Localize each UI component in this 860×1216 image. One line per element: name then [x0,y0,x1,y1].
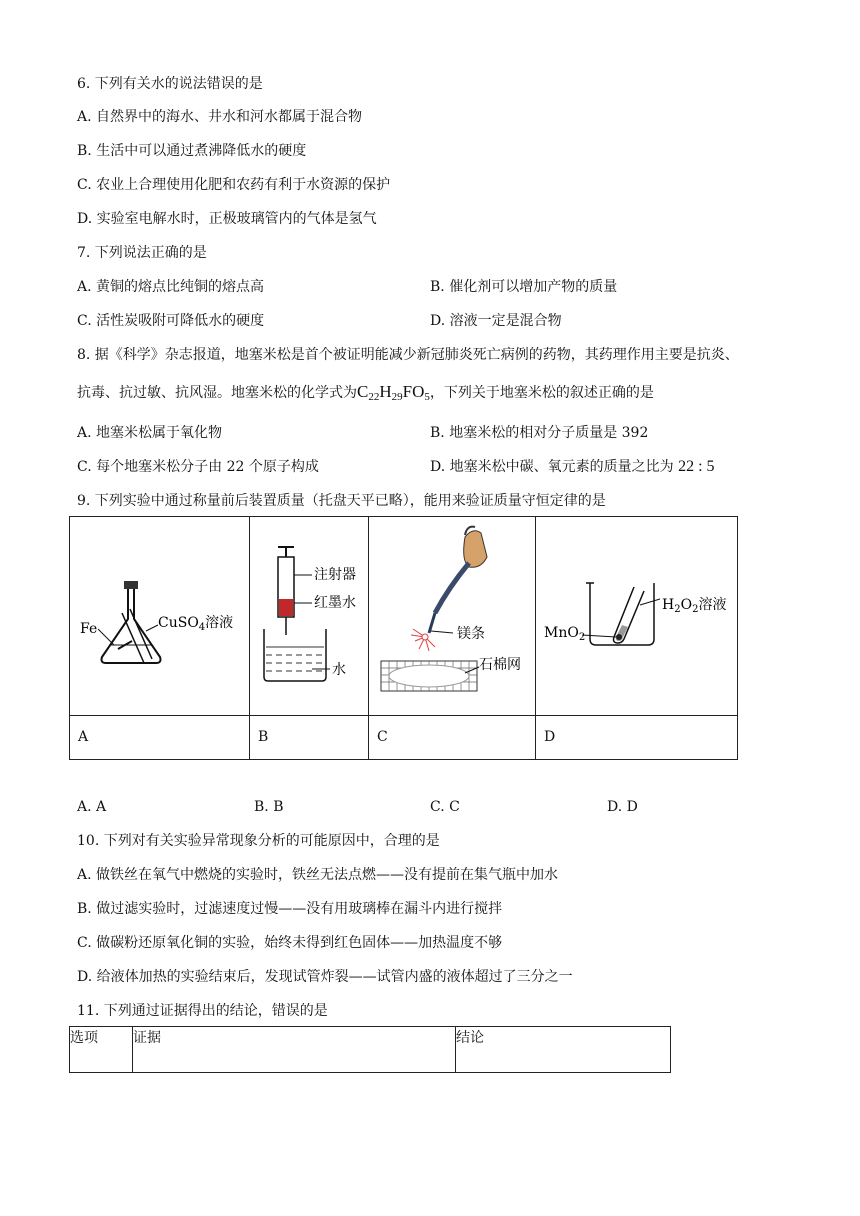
q6-option-b: B. 生活中可以通过煮沸降低水的硬度 [77,143,307,159]
q11-header-option: 选项 [70,1027,133,1073]
tongs-icon [435,563,469,613]
q10-option-c: C. 做碳粉还原氧化铜的实验，始终未得到红色固体——加热温度不够 [77,935,503,951]
q10-option-d: D. 给液体加热的实验结束后，发现试管炸裂——试管内盛的液体超过了三分之一 [77,969,573,985]
q6-option-c: C. 农业上合理使用化肥和农药有利于水资源的保护 [77,177,391,193]
fe-label: Fe [80,621,98,637]
formula-c: C [357,382,369,401]
q9-option-b: B. B [254,799,284,815]
cuso4-label: CuSO$_4$溶液 [158,615,234,633]
q7-option-d: D. 溶液一定是混合物 [430,313,562,329]
q11-table [69,1026,671,1073]
q10-option-a: A. 做铁丝在氧气中燃烧的实验时，铁丝无法点燃——没有提前在集气瓶中加水 [77,867,559,883]
q8-option-c: C. 每个地塞米松分子由 22 个原子构成 [77,459,319,475]
q8-option-a: A. 地塞米松属于氧化物 [77,425,223,441]
flame-icon [411,629,435,651]
q9-stem: 9. 下列实验中通过称量前后装置质量（托盘天平已略），能用来验证质量守恒定律的是 [77,493,606,509]
syringe-label: 注射器 [314,567,356,583]
q8-option-b: B. 地塞米松的相对分子质量是 392 [430,425,649,441]
q9-option-c: C. C [430,799,460,815]
q9-fig-b-cell [250,517,369,716]
q8-option-d-ratio: 22 : 5 [678,458,715,475]
q10-stem: 10. 下列对有关实验异常现象分析的可能原因中，合理的是 [77,833,440,849]
q8-formula [357,382,430,401]
formula-o-sub: 5 [424,391,430,403]
mno2-solid [616,634,622,640]
q10-option-b: B. 做过滤实验时，过滤速度过慢——没有用玻璃棒在漏斗内进行搅拌 [77,901,503,917]
q9-fig-a [70,517,249,711]
red-ink-fill [279,599,293,616]
q9-fig-a-cell [70,517,250,716]
q8-stem-line1: 8. 据《科学》杂志报道，地塞米松是首个被证明能减少新冠肺炎死亡病例的药物，其药理作用主要是抗炎、 [77,347,739,363]
red-ink-label: 红墨水 [314,595,356,611]
stopper-icon [124,581,138,589]
formula-h-sub: 29 [391,391,403,403]
q9-fig-d [536,517,737,711]
formula-c-sub: 22 [368,391,380,403]
q8-stem-after: ，下列关于地塞米松的叙述正确的是 [429,385,654,401]
q8-stem-line2 [77,383,654,402]
q9-label-b: B [250,716,369,760]
q11-header-evidence: 证据 [133,1027,456,1073]
formula-fo: FO [402,382,425,401]
q6-option-d: D. 实验室电解水时，正极玻璃管内的气体是氢气 [77,211,377,227]
q8-option-d-text: D. 地塞米松中碳、氧元素的质量之比为 [430,459,674,475]
q9-fig-c [369,517,535,711]
q7-stem: 7. 下列说法正确的是 [77,245,207,261]
q9-label-d: D [536,716,738,760]
q7-option-a: A. 黄铜的熔点比纯铜的熔点高 [77,279,265,295]
q6-option-a: A. 自然界中的海水、井水和河水都属于混合物 [77,109,363,125]
q9-option-d: D. D [607,799,638,815]
q11-stem: 11. 下列通过证据得出的结论，错误的是 [77,1003,328,1019]
q7-option-c: C. 活性炭吸附可降低水的硬度 [77,313,265,329]
formula-h: H [379,382,392,401]
gauze-label: 石棉网 [479,657,521,673]
q9-fig-c-cell [369,517,536,716]
mno2-label: MnO$_2$ [544,625,586,643]
q9-figure-table [69,516,738,760]
q9-fig-b [250,517,368,711]
q9-option-a: A. A [77,799,107,815]
q9-fig-d-cell [536,517,738,716]
q9-label-a: A [70,716,250,760]
q9-label-c: C [369,716,536,760]
q8-option-d [430,458,715,476]
q11-header-conclusion: 结论 [456,1027,671,1073]
q6-stem: 6. 下列有关水的说法错误的是 [77,76,263,92]
h2o2-label: $H_2O_2$溶液 [662,597,727,615]
water-label: 水 [332,662,346,678]
mg-label: 镁条 [457,626,485,642]
q7-option-b: B. 催化剂可以增加产物的质量 [430,279,618,295]
q8-stem-before: 抗毒、抗过敏、抗风湿。地塞米松的化学式为 [77,385,357,401]
